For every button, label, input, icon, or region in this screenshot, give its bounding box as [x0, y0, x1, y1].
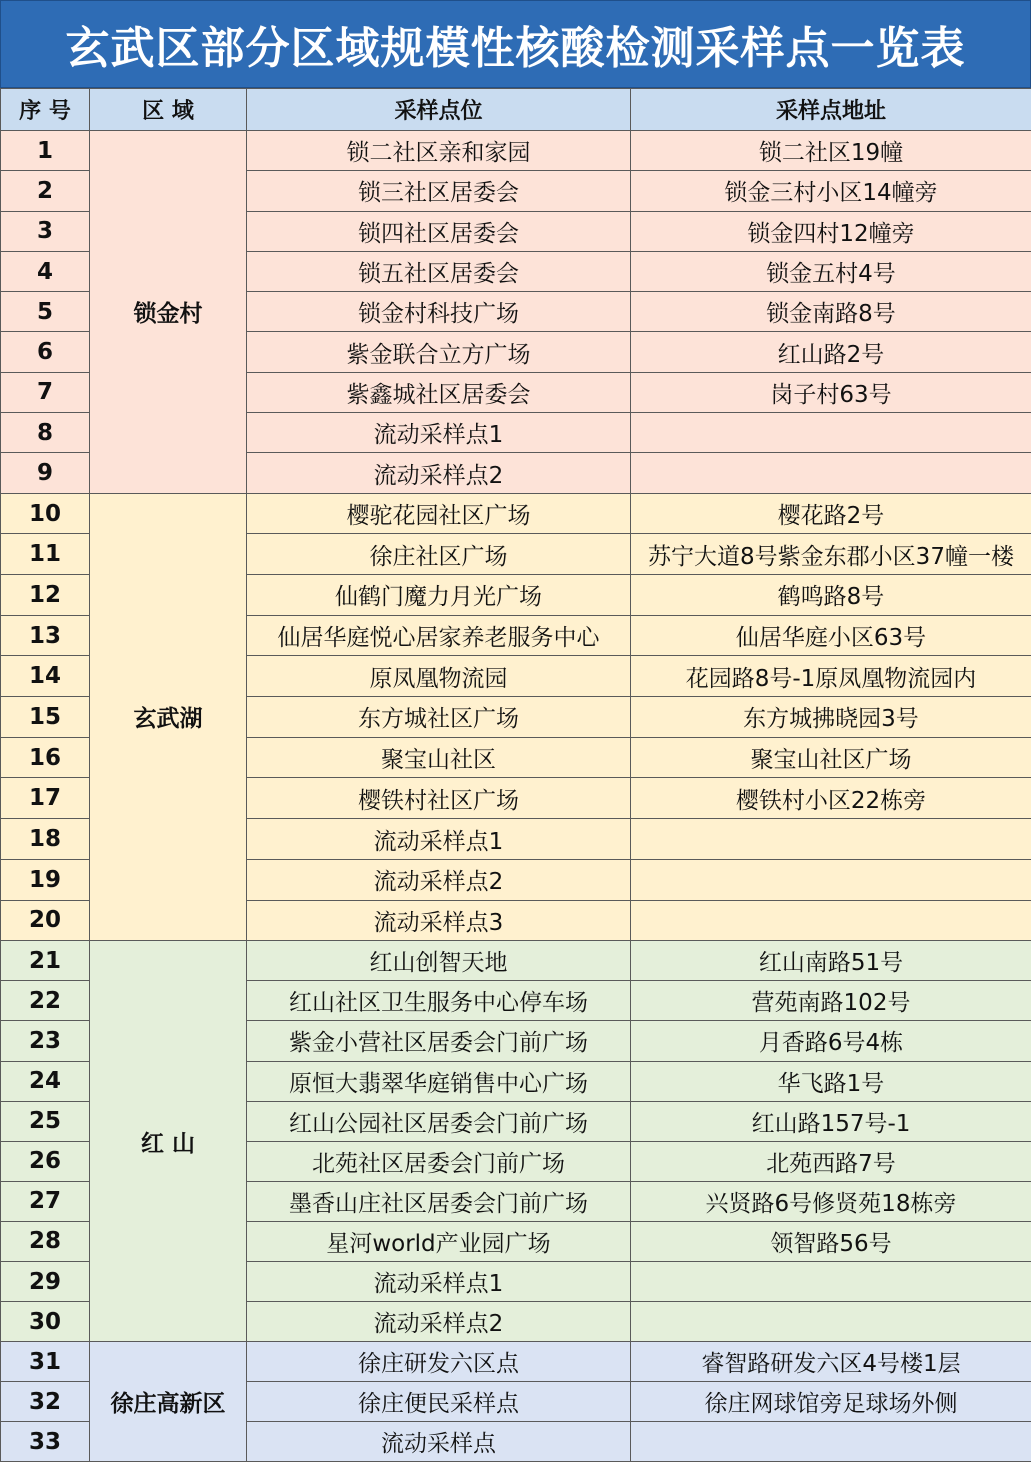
sampling-site: 红山公园社区居委会门前广场 [247, 1101, 631, 1141]
site-address: 岗子村63号 [631, 372, 1031, 412]
row-number: 31 [1, 1342, 90, 1382]
sampling-site: 星河world产业园广场 [247, 1221, 631, 1261]
header-number: 序 号 [1, 89, 90, 131]
row-number: 2 [1, 171, 90, 211]
table-row [1, 941, 1031, 981]
row-number: 5 [1, 292, 90, 332]
row-number: 28 [1, 1221, 90, 1261]
table-row [1, 493, 1031, 534]
sampling-site: 聚宝山社区 [247, 737, 631, 778]
site-address [631, 413, 1031, 453]
sampling-site: 原凤凰物流园 [247, 656, 631, 697]
table-row [1, 131, 1031, 171]
row-number: 9 [1, 453, 90, 493]
row-number: 6 [1, 332, 90, 372]
row-number: 32 [1, 1382, 90, 1422]
site-address [631, 1422, 1031, 1462]
header-row [1, 89, 1031, 131]
sampling-site: 锁二社区亲和家园 [247, 131, 631, 171]
sampling-site: 流动采样点1 [247, 819, 631, 860]
sampling-site: 徐庄便民采样点 [247, 1382, 631, 1422]
sampling-site: 锁五社区居委会 [247, 251, 631, 291]
header-address: 采样点地址 [631, 89, 1031, 131]
site-address: 聚宝山社区广场 [631, 737, 1031, 778]
row-number: 33 [1, 1422, 90, 1462]
row-number: 22 [1, 981, 90, 1021]
site-address: 锁金五村4号 [631, 251, 1031, 291]
sampling-site: 流动采样点2 [247, 1302, 631, 1342]
row-number: 4 [1, 251, 90, 291]
row-number: 17 [1, 778, 90, 819]
sampling-site: 北苑社区居委会门前广场 [247, 1141, 631, 1181]
sampling-site: 锁三社区居委会 [247, 171, 631, 211]
site-address [631, 1261, 1031, 1301]
sampling-site: 徐庄社区广场 [247, 534, 631, 575]
site-address: 北苑西路7号 [631, 1141, 1031, 1181]
sampling-site: 仙鹤门魔力月光广场 [247, 575, 631, 616]
sampling-site: 紫金小营社区居委会门前广场 [247, 1021, 631, 1061]
row-number: 14 [1, 656, 90, 697]
sampling-site: 红山社区卫生服务中心停车场 [247, 981, 631, 1021]
site-address: 红山路157号-1 [631, 1101, 1031, 1141]
site-address [631, 859, 1031, 900]
row-number: 10 [1, 493, 90, 534]
sampling-site: 流动采样点3 [247, 900, 631, 941]
sampling-site: 锁四社区居委会 [247, 211, 631, 251]
sampling-site: 紫金联合立方广场 [247, 332, 631, 372]
site-address [631, 1302, 1031, 1342]
site-address: 鹤鸣路8号 [631, 575, 1031, 616]
sampling-site: 紫鑫城社区居委会 [247, 372, 631, 412]
site-address: 睿智路研发六区4号楼1层 [631, 1342, 1031, 1382]
header-region: 区 域 [90, 89, 247, 131]
site-address: 锁金南路8号 [631, 292, 1031, 332]
site-address: 领智路56号 [631, 1221, 1031, 1261]
row-number: 21 [1, 941, 90, 981]
site-address: 东方城拂晓园3号 [631, 697, 1031, 738]
sampling-site: 流动采样点1 [247, 1261, 631, 1301]
row-number: 7 [1, 372, 90, 412]
row-number: 16 [1, 737, 90, 778]
sampling-site: 樱铁村社区广场 [247, 778, 631, 819]
region-cell: 锁金村 [90, 131, 247, 494]
site-address: 华飞路1号 [631, 1061, 1031, 1101]
row-number: 1 [1, 131, 90, 171]
site-address: 红山路2号 [631, 332, 1031, 372]
site-address: 樱铁村小区22栋旁 [631, 778, 1031, 819]
row-number: 27 [1, 1181, 90, 1221]
site-address: 苏宁大道8号紫金东郡小区37幢一楼 [631, 534, 1031, 575]
row-number: 26 [1, 1141, 90, 1181]
row-number: 8 [1, 413, 90, 453]
site-address: 锁二社区19幢 [631, 131, 1031, 171]
site-address [631, 900, 1031, 941]
region-cell: 徐庄高新区 [90, 1342, 247, 1462]
site-address: 仙居华庭小区63号 [631, 615, 1031, 656]
site-address [631, 819, 1031, 860]
region-cell: 玄武湖 [90, 493, 247, 941]
sampling-site: 红山创智天地 [247, 941, 631, 981]
site-address: 锁金四村12幢旁 [631, 211, 1031, 251]
row-number: 25 [1, 1101, 90, 1141]
site-address: 花园路8号-1原凤凰物流园内 [631, 656, 1031, 697]
row-number: 11 [1, 534, 90, 575]
page-title: 玄武区部分区域规模性核酸检测采样点一览表 [0, 0, 1031, 88]
sampling-site: 墨香山庄社区居委会门前广场 [247, 1181, 631, 1221]
table-body [1, 131, 1031, 1462]
row-number: 30 [1, 1302, 90, 1342]
row-number: 23 [1, 1021, 90, 1061]
site-address: 兴贤路6号修贤苑18栋旁 [631, 1181, 1031, 1221]
sampling-site: 东方城社区广场 [247, 697, 631, 738]
site-address: 徐庄网球馆旁足球场外侧 [631, 1382, 1031, 1422]
site-address: 红山南路51号 [631, 941, 1031, 981]
sampling-site: 流动采样点1 [247, 413, 631, 453]
sampling-site: 锁金村科技广场 [247, 292, 631, 332]
sampling-site: 流动采样点 [247, 1422, 631, 1462]
header-site: 采样点位 [247, 89, 631, 131]
sampling-site: 原恒大翡翠华庭销售中心广场 [247, 1061, 631, 1101]
site-address: 营苑南路102号 [631, 981, 1031, 1021]
sampling-site: 徐庄研发六区点 [247, 1342, 631, 1382]
table-row [1, 1342, 1031, 1382]
row-number: 12 [1, 575, 90, 616]
row-number: 29 [1, 1261, 90, 1301]
row-number: 24 [1, 1061, 90, 1101]
row-number: 18 [1, 819, 90, 860]
sampling-site: 流动采样点2 [247, 453, 631, 493]
region-cell: 红 山 [90, 941, 247, 1342]
row-number: 15 [1, 697, 90, 738]
site-address: 锁金三村小区14幢旁 [631, 171, 1031, 211]
site-address: 樱花路2号 [631, 493, 1031, 534]
row-number: 3 [1, 211, 90, 251]
site-address: 月香路6号4栋 [631, 1021, 1031, 1061]
row-number: 20 [1, 900, 90, 941]
sampling-site: 樱驼花园社区广场 [247, 493, 631, 534]
sampling-sites-table [0, 88, 1031, 1462]
site-address [631, 453, 1031, 493]
row-number: 13 [1, 615, 90, 656]
row-number: 19 [1, 859, 90, 900]
sampling-site: 流动采样点2 [247, 859, 631, 900]
sampling-site: 仙居华庭悦心居家养老服务中心 [247, 615, 631, 656]
